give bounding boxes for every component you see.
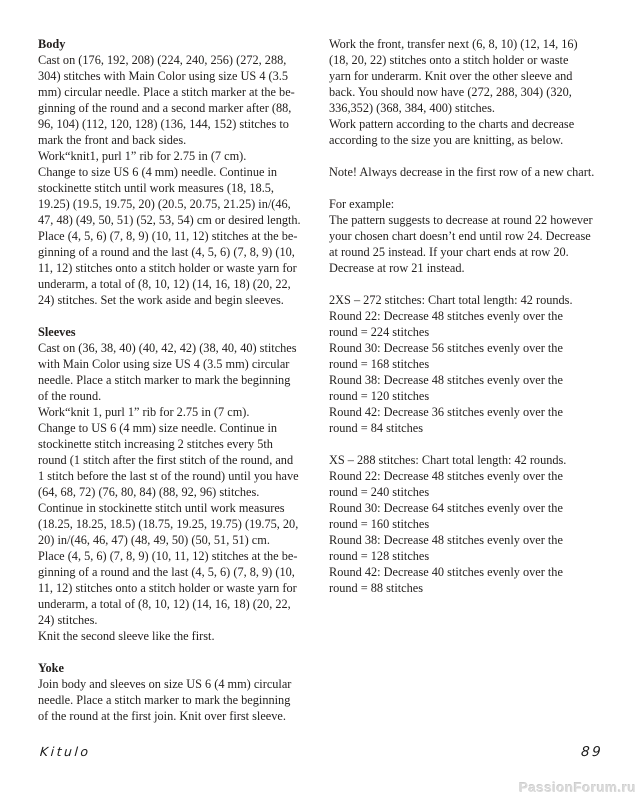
text-line: Round 30: Decrease 64 stitches evenly over the [329, 501, 563, 515]
text-line: at round 25 instead. If your chart ends at row 20. [329, 245, 569, 259]
text-line: 1 stitch before the last st of the round) until you have [38, 469, 299, 483]
text-line: Work the front, transfer next (6, 8, 10) (12, 14, 16) [329, 37, 578, 51]
text-line: Continue in stockinette stitch until work measures [38, 501, 285, 515]
text-line: needle. Place a stitch marker to mark the beginning [38, 373, 291, 387]
text-line: Round 30: Decrease 56 stitches evenly over the [329, 341, 563, 355]
text-line: 96, 104) (112, 120, 128) (136, 144, 152) stitches to [38, 117, 289, 131]
text-line: with Main Color using size US 4 (3.5 mm) circular [38, 357, 290, 371]
text-block [329, 292, 624, 436]
text-line: your chosen chart doesn’t end until row 24. Decrease [329, 229, 591, 243]
text-block [38, 36, 330, 308]
text-line: of the round at the first join. Knit over first sleeve. [38, 709, 286, 723]
text-line: 304) stitches with Main Color using size US 4 (3.5 [38, 69, 289, 83]
text-line: round = 168 stitches [329, 357, 430, 371]
text-line: Round 42: Decrease 36 stitches evenly over the [329, 405, 563, 419]
footer-author-name: Kitulo [39, 744, 92, 759]
text-line: Round 22: Decrease 48 stitches evenly over the [329, 309, 563, 323]
text-line: Round 22: Decrease 48 stitches evenly over the [329, 469, 563, 483]
text-line: stockinette stitch until work measures (18, 18.5, [38, 181, 274, 195]
section-heading: Body [38, 37, 66, 51]
text-line: round = 240 stitches [329, 485, 430, 499]
text-line: underarm, a total of (8, 10, 12) (14, 16, 18) (20, 22, [38, 277, 291, 291]
text-line: (18.25, 18.25, 18.5) (18.75, 19.25, 19.75) (19.75, 20, [38, 517, 299, 531]
text-line: needle. Place a stitch marker to mark the beginning [38, 693, 291, 707]
text-block [38, 660, 330, 724]
text-line: The pattern suggests to decrease at round 22 however [329, 213, 593, 227]
text-line: Round 38: Decrease 48 stitches evenly over the [329, 533, 563, 547]
text-line: Change to US 6 (4 mm) size needle. Continue in [38, 421, 278, 435]
text-line: Place (4, 5, 6) (7, 8, 9) (10, 11, 12) stitches at the be- [38, 549, 298, 563]
text-block [329, 164, 624, 180]
text-line: 336,352) (368, 384, 400) stitches. [329, 101, 495, 115]
text-line: Round 38: Decrease 48 stitches evenly over the [329, 373, 563, 387]
text-line: Decrease at row 21 instead. [329, 261, 465, 275]
text-line: Place (4, 5, 6) (7, 8, 9) (10, 11, 12) stitches at the be- [38, 229, 298, 243]
text-line: underarm, a total of (8, 10, 12) (14, 16, 18) (20, 22, [38, 597, 291, 611]
text-line: Work“knit1, purl 1” rib for 2.75 in (7 cm). [38, 149, 247, 163]
text-line: XS – 288 stitches: Chart total length: 42 rounds. [329, 453, 567, 467]
text-line: Join body and sleeves on size US 6 (4 mm) circular [38, 677, 292, 691]
text-line: round = 88 stitches [329, 581, 424, 595]
text-block [329, 452, 624, 596]
section-heading: Yoke [38, 661, 64, 675]
text-line: back. You should now have (272, 288, 304) (320, [329, 85, 572, 99]
text-line: mm) circular needle. Place a stitch marker at the be- [38, 85, 295, 99]
text-line: 11, 12) stitches onto a stitch holder or waste yarn for [38, 581, 297, 595]
text-block [329, 196, 624, 276]
text-line: 24) stitches. [38, 613, 98, 627]
text-line: (64, 68, 72) (76, 80, 84) (88, 92, 96) stitches. [38, 485, 260, 499]
text-line: Work pattern according to the charts and decrease [329, 117, 575, 131]
text-line: 47, 48) (49, 50, 51) (52, 53, 54) cm or desired length. [38, 213, 301, 227]
text-line: ginning of a round and the last (4, 5, 6) (7, 8, 9) (10, [38, 245, 295, 259]
text-line: Note! Always decrease in the first row of a new chart. [329, 165, 595, 179]
text-line: round (1 stitch after the first stitch of the round, and [38, 453, 294, 467]
text-line: round = 128 stitches [329, 549, 430, 563]
text-line: Cast on (36, 38, 40) (40, 42, 42) (38, 40, 40) stitches [38, 341, 297, 355]
watermark: PassionForum.ru [518, 780, 636, 795]
text-line: round = 160 stitches [329, 517, 430, 531]
text-line: 11, 12) stitches onto a stitch holder or waste yarn for [38, 261, 297, 275]
text-line: Cast on (176, 192, 208) (224, 240, 256) (272, 288, [38, 53, 287, 67]
text-line: of the round. [38, 389, 102, 403]
text-line: Work“knit 1, purl 1” rib for 2.75 in (7 cm). [38, 405, 250, 419]
text-line: stockinette stitch increasing 2 stitches every 5th [38, 437, 273, 451]
text-line: 19.25) (19.5, 19.75, 20) (20.5, 20.75, 21.25) in/(46, [38, 197, 291, 211]
text-line: Change to size US 6 (4 mm) needle. Continue in [38, 165, 278, 179]
text-line: ginning of a round and the last (4, 5, 6) (7, 8, 9) (10, [38, 565, 295, 579]
text-line: (18, 20, 22) stitches onto a stitch holder or waste [329, 53, 569, 67]
text-line: yarn for underarm. Knit over the other sleeve and [329, 69, 573, 83]
text-line: ginning of the round and a second marker after (88, [38, 101, 292, 115]
text-line: mark the front and back sides. [38, 133, 187, 147]
text-line: round = 84 stitches [329, 421, 424, 435]
text-line: For example: [329, 197, 395, 211]
text-line: 20) in/(46, 46, 47) (48, 49, 50) (50, 51, 51) cm. [38, 533, 270, 547]
text-line: 24) stitches. Set the work aside and begin sleeves. [38, 293, 284, 307]
text-line: Round 42: Decrease 40 stitches evenly over the [329, 565, 563, 579]
text-line: 2XS – 272 stitches: Chart total length: 42 rounds. [329, 293, 573, 307]
left-column [38, 36, 330, 740]
text-block [329, 36, 624, 148]
text-line: according to the size you are knitting, as below. [329, 133, 564, 147]
section-heading: Sleeves [38, 325, 76, 339]
text-block [38, 324, 330, 644]
right-column [329, 36, 624, 612]
page-number: 89 [580, 744, 604, 760]
text-line: round = 224 stitches [329, 325, 430, 339]
text-line: Knit the second sleeve like the first. [38, 629, 215, 643]
text-line: round = 120 stitches [329, 389, 430, 403]
